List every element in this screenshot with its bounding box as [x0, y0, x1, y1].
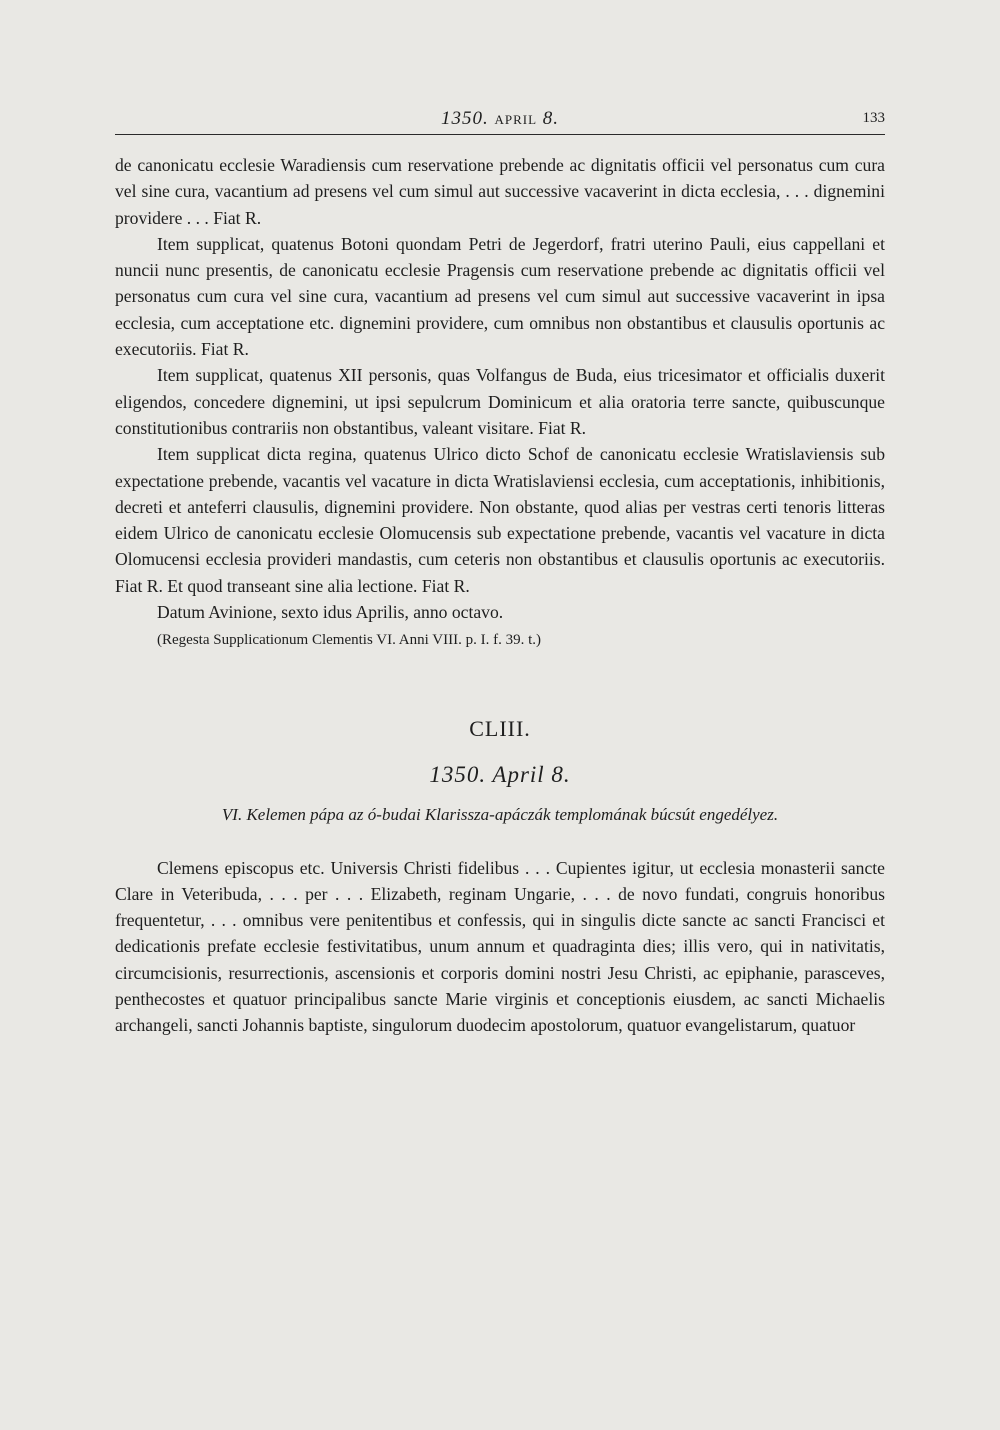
paragraph-datum: Datum Avinione, sexto idus Aprilis, anno octavo. [157, 602, 504, 623]
document-number: CLIII. [469, 715, 531, 741]
header-month: APRIL [494, 112, 538, 127]
page-number: 133 [862, 110, 885, 126]
document-summary: VI. Kelemen pápa az ó-budai Klarissza-apáczák templomának búcsút engedélyez. [221, 805, 779, 825]
header-date [115, 108, 885, 130]
paragraph-continued: de canonicatu ecclesie Waradiensis cum reservatione prebende ac dignitatis officii vel personatus cum cura vel sine cura, vacantium ad presens vel cum simul aut successive vacaverint in dicta ecclesia, . . . dignemini providere . . . Fiat R. [115, 155, 885, 228]
source-note: (Regesta Supplicationum Clementis VI. Anni VIII. p. I. f. 39. t.) [157, 632, 541, 649]
page-body [115, 152, 885, 1039]
paragraph: Item supplicat, quatenus XII personis, quas Volfangus de Buda, eius tricesimator et officialis duxerit eligendos, concedere dignemini, ut ipsi sepulcrum Dominicum et alia oratoria terre sancte, quibuscunque constitutionibus contrariis non obstantibus, valeant visitare. Fiat R. [115, 365, 885, 438]
header-day: 8. [542, 108, 560, 129]
header-rule [115, 134, 885, 135]
running-header [115, 108, 885, 130]
header-year: 1350. [440, 108, 489, 129]
document-date: 1350. April 8. [429, 761, 571, 787]
paragraph: Item supplicat, quatenus Botoni quondam Petri de Jegerdorf, fratri uterino Pauli, eius cappellani et nuncii nunc presentis, de canonicatu ecclesie Pragensis cum reservatione prebende ac dignitatis officii vel personatus cum cura vel sine cura, vacantium ad presens vel cum simul aut successive vacaverint in ipsa ecclesia, cum acceptatione etc. dignemini providere, cum omnibus non obstantibus et clausulis oportunis ac executoriis. Fiat R. [115, 233, 885, 360]
paragraph: Item supplicat dicta regina, quatenus Ulrico dicto Schof de canonicatu ecclesie Wratislaviensis sub expectatione prebende, vacantis vel vacature in dicta Wratislaviensi ecclesia, cum acceptationis, inhibitionis, decreti et anteferri clausulis, dignemini providere. Non obstante, quod alias per vestras certi tenoris litteras eidem Ulrico de canonicatu ecclesie Olomucensis sub expectatione prebende, vacantis vel vacature in dicta Olomucensi ecclesia provideri mandastis, cum ceteris non obstantibus et clausulis oportunis ac executoriis. Fiat R. Et quod transeant sine alia lectione. Fiat R. [115, 444, 885, 596]
document-text: Clemens episcopus etc. Universis Christi fidelibus . . . Cupientes igitur, ut ecclesia monasterii sancte Clare in Veteribuda, . . . per . . . Elizabeth, reginam Ungarie, . . . de novo fundati, congruis honoribus frequentetur, . . . omnibus vere penitentibus et confessis, qui in singulis dicte sancte ac sancti Francisci et dedicationis prefate ecclesie festivitatibus, unum annum et quadraginta dies; illis vero, qui in nativitatis, circumcisionis, resurrectionis, ascensionis et corporis domini nostri Jesu Christi, ac epiphanie, parasceves, penthecostes et quatuor principalibus sancte Marie virginis et conceptionis eiusdem, ac sancti Michaelis archangeli, sancti Johannis baptiste, singulorum duodecim apostolorum, quatuor evangelistarum, quatuor [115, 857, 885, 1036]
